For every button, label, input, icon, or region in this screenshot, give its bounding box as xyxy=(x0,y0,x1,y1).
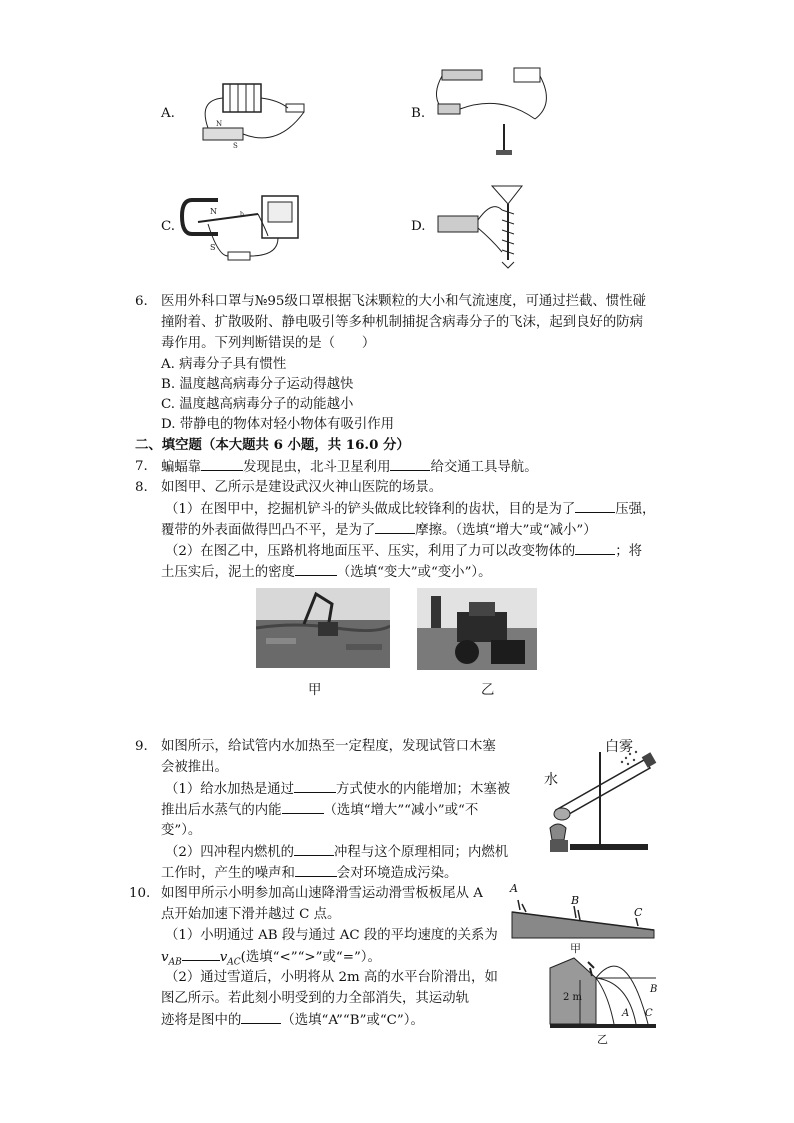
section-heading: 二、填空题（本大题共 6 小题，共 16.0 分） xyxy=(135,437,410,453)
trajectory-label-a: A xyxy=(622,1008,630,1019)
slope-caption-jia: 甲 xyxy=(570,942,581,955)
question-6-option-b: B. 温度越高病毒分子运动得越快 xyxy=(161,377,354,392)
answer-blank[interactable] xyxy=(575,542,615,555)
question-10-line-3: （1）小明通过 AB 段与通过 AC 段的平均速度的关系为 xyxy=(165,928,498,943)
answer-blank[interactable] xyxy=(294,843,334,856)
question-10-line-4: $v_{AB}$ $v_{AC}$(选填“<”“>”或“=”）。 xyxy=(161,950,381,968)
svg-text:b: b xyxy=(240,211,244,218)
slope-point-a: A xyxy=(510,882,518,895)
question-9-number: 9. xyxy=(135,739,148,754)
question-6-option-a: A. 病毒分子具有惯性 xyxy=(161,357,287,372)
circuit-figure-b xyxy=(430,64,560,160)
question-10-number: 10. xyxy=(129,886,151,901)
question-8-line-1: （1）在图甲中，挖掘机铲斗的铲头做成比较锋利的齿状，目的是为了 压强， xyxy=(165,502,656,517)
question-6-option-c: C. 温度越高病毒分子的动能越小 xyxy=(161,397,354,412)
question-8-line-3: （2）在图乙中，压路机将地面压平、压实，利用了力可以改变物体的 ；将 xyxy=(165,544,643,559)
question-9-line-7: 工作时，产生的噪声和 会对环境造成污染。 xyxy=(161,866,458,881)
question-6-stem-line-1: 医用外科口罩与№95级口罩根据飞沫颗粒的大小和气流速度，可通过拦截、惯性碰 xyxy=(161,294,646,309)
question-10-line-6: 图乙所示。若此刻小明受到的力全部消失，其运动轨 xyxy=(161,991,469,1006)
svg-text:S: S xyxy=(210,243,216,252)
answer-blank[interactable] xyxy=(295,563,337,576)
question-9-line-6: （2）四冲程内燃机的 冲程与这个原理相同；内燃机 xyxy=(165,845,509,860)
fig-label-water: 水 xyxy=(544,772,558,788)
question-10-line-2: 点开始加速下滑并越过 C 点。 xyxy=(161,907,341,922)
answer-blank[interactable] xyxy=(241,1011,281,1024)
trajectory-label-c: C xyxy=(645,1008,653,1019)
option-c-label: C. xyxy=(161,219,176,234)
question-6-stem-line-3: 毒作用。下列判断错误的是（ ） xyxy=(161,336,376,351)
answer-blank[interactable] xyxy=(375,521,415,534)
question-8-number: 8. xyxy=(135,480,148,495)
svg-text:S: S xyxy=(233,142,238,150)
trajectory-label-b: B xyxy=(650,984,658,995)
answer-blank[interactable] xyxy=(295,864,337,877)
slope-point-c: C xyxy=(634,906,643,919)
question-9-line-5: 变”）。 xyxy=(161,823,202,838)
option-d-label: D. xyxy=(411,219,426,234)
question-8-stem: 如图甲、乙所示是建设武汉火神山医院的场景。 xyxy=(161,480,443,495)
excavator-photo xyxy=(256,588,390,668)
circuit-figure-d xyxy=(432,180,532,274)
test-tube-heating-figure xyxy=(540,732,666,858)
road-roller-photo xyxy=(417,588,537,670)
svg-text:N: N xyxy=(216,120,223,128)
jump-caption-yi: 乙 xyxy=(597,1033,608,1046)
question-9-line-1: 如图所示，给试管内水加热至一定程度，发现试管口木塞 xyxy=(161,739,496,754)
question-7-text: 蝙蝠靠 发现昆虫，北斗卫星利用 给交通工具导航。 xyxy=(161,460,538,475)
circuit-figure-a xyxy=(178,78,318,150)
slope-point-b: B xyxy=(571,894,580,907)
question-9-line-2: 会被推出。 xyxy=(161,760,228,775)
option-a-label: A. xyxy=(161,106,175,121)
circuit-figure-c xyxy=(178,190,308,268)
answer-blank[interactable] xyxy=(294,780,336,793)
option-b-label: B. xyxy=(411,106,426,121)
answer-blank[interactable] xyxy=(575,500,615,513)
answer-blank[interactable] xyxy=(390,458,430,471)
question-9-line-4: 推出后水蒸气的内能 （选填“增大”“减小”或“不 xyxy=(161,803,479,818)
photo-caption-yi: 乙 xyxy=(481,683,495,698)
height-label: 2 m xyxy=(563,992,583,1003)
question-6-number: 6. xyxy=(135,294,148,309)
question-6-stem-line-2: 撞附着、扩散吸附、静电吸引等多种机制捕捉含病毒分子的飞沫，起到良好的防病 xyxy=(161,315,644,330)
answer-blank[interactable] xyxy=(282,801,324,814)
question-10-line-1: 如图甲所示小明参加高山速降滑雪运动滑雪板板尾从 A xyxy=(161,886,483,901)
question-8-line-2: 覆带的外表面做得凹凸不平，是为了 摩擦。（选填“增大”或“减小”） xyxy=(161,523,597,538)
question-8-line-4: 土压实后，泥土的密度 （选填“变大”或“变小”）。 xyxy=(161,565,492,580)
fig-label-white-fog: 白雾 xyxy=(605,739,633,755)
question-9-line-3: （1）给水加热是通过 方式使水的内能增加；木塞被 xyxy=(165,782,511,797)
photo-caption-jia: 甲 xyxy=(308,683,322,698)
question-10-line-5: （2）通过雪道后，小明将从 2m 高的水平台阶滑出，如 xyxy=(165,970,498,985)
question-7-number: 7. xyxy=(135,459,148,474)
svg-text:N: N xyxy=(210,207,217,216)
answer-blank[interactable] xyxy=(201,458,243,471)
answer-blank[interactable] xyxy=(182,948,220,961)
question-6-option-d: D. 带静电的物体对轻小物体有吸引作用 xyxy=(161,417,395,432)
question-10-line-7: 迹将是图中的 （选填“A”“B”或“C”）。 xyxy=(161,1013,424,1028)
